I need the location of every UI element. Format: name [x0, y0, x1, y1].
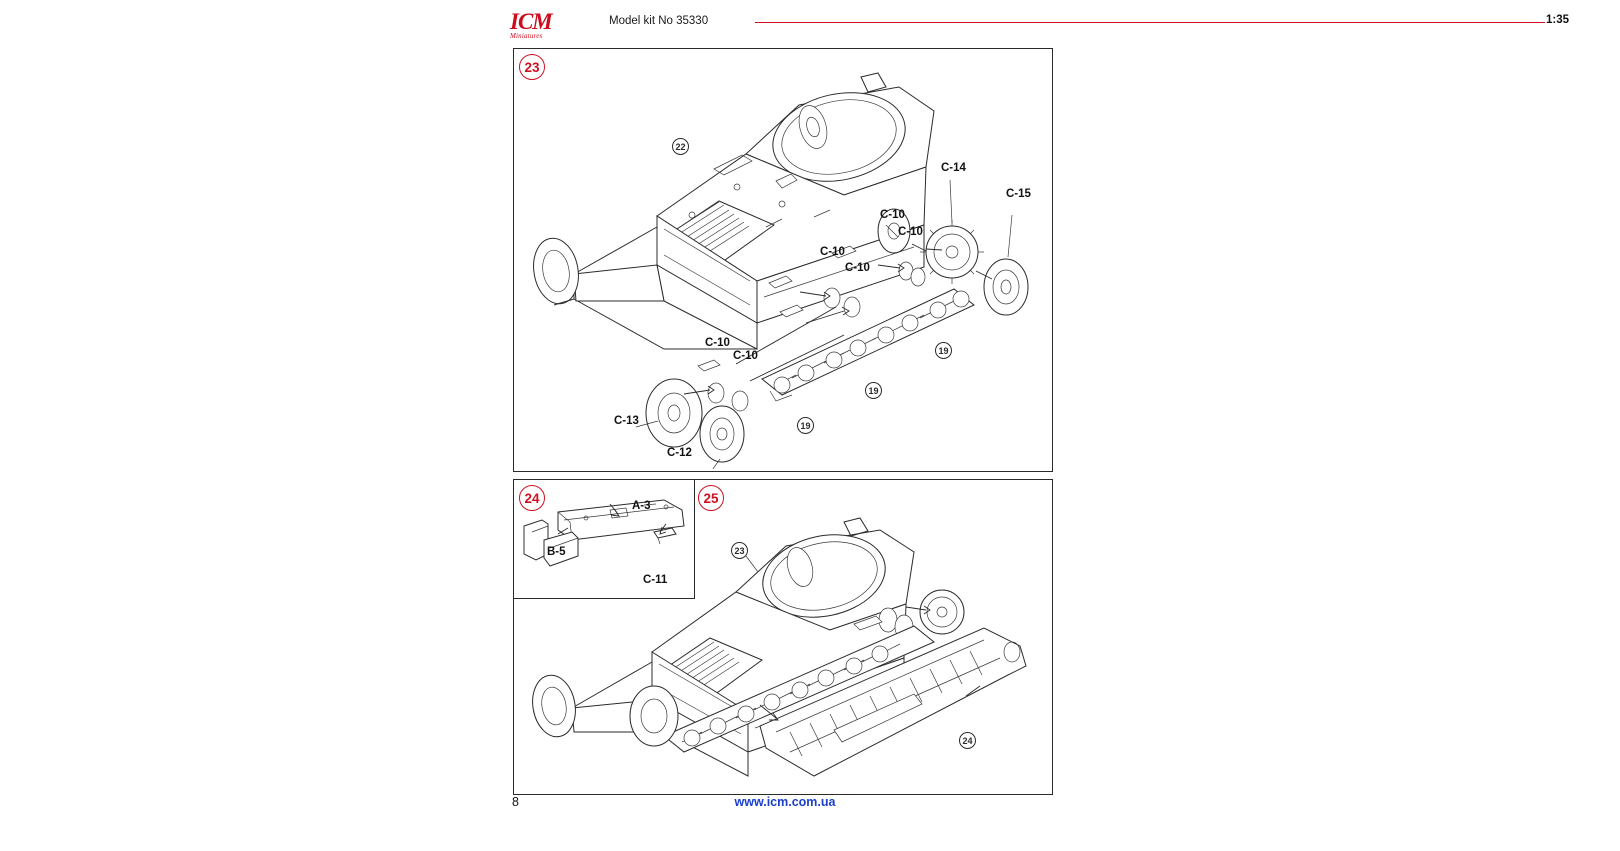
step-number-24: 24 [519, 485, 545, 511]
part-label-c-10-b: C-10 [898, 226, 923, 238]
step-panel-23 [513, 48, 1053, 472]
part-label-c-10-a: C-10 [880, 209, 905, 221]
part-label-c-10-e: C-10 [705, 337, 730, 349]
ref-badge-22: 22 [672, 138, 689, 155]
part-label-c-10-f: C-10 [733, 350, 758, 362]
step-number-23: 23 [519, 54, 545, 80]
tank-hull-23 [529, 73, 934, 349]
ref-badge-19-c: 19 [797, 417, 814, 434]
part-label-c-10-d: C-10 [845, 262, 870, 274]
wheel-c15 [984, 259, 1028, 315]
page-number: 8 [512, 795, 519, 809]
leader-lines-25 [746, 556, 758, 572]
website-link[interactable]: www.icm.com.ua [734, 795, 836, 809]
idler-wheel-c12 [700, 406, 744, 462]
part-label-c-11: C-11 [643, 574, 668, 586]
idler-wheel-c13 [646, 379, 702, 447]
icm-logo [510, 9, 584, 44]
ref-badge-23: 23 [731, 542, 748, 559]
ref-badge-19-b: 19 [865, 382, 882, 399]
sprocket-c14 [920, 220, 984, 284]
step-number-25: 25 [698, 485, 724, 511]
step-panel-24 [513, 479, 695, 599]
part-label-c-15: C-15 [1006, 188, 1031, 200]
kit-number: Model kit No 35330 [609, 15, 709, 27]
part-label-a-3: A-3 [632, 500, 651, 512]
logo-wordmark: ICM [510, 9, 552, 34]
part-label-c-10-c: C-10 [820, 246, 845, 258]
header-divider [755, 22, 1545, 23]
part-label-b-5: B-5 [547, 546, 566, 558]
ref-badge-24: 24 [959, 732, 976, 749]
logo-tagline: Miniatures [510, 32, 543, 40]
ref-badge-19-a: 19 [935, 342, 952, 359]
part-label-c-12: C-12 [667, 447, 692, 459]
page-header [510, 9, 1570, 44]
part-c11 [654, 528, 676, 544]
part-label-c-13: C-13 [614, 415, 639, 427]
part-label-c-14: C-14 [941, 162, 966, 174]
step-23-diagram [514, 49, 1050, 469]
scale-label: 1:35 [1546, 14, 1570, 26]
